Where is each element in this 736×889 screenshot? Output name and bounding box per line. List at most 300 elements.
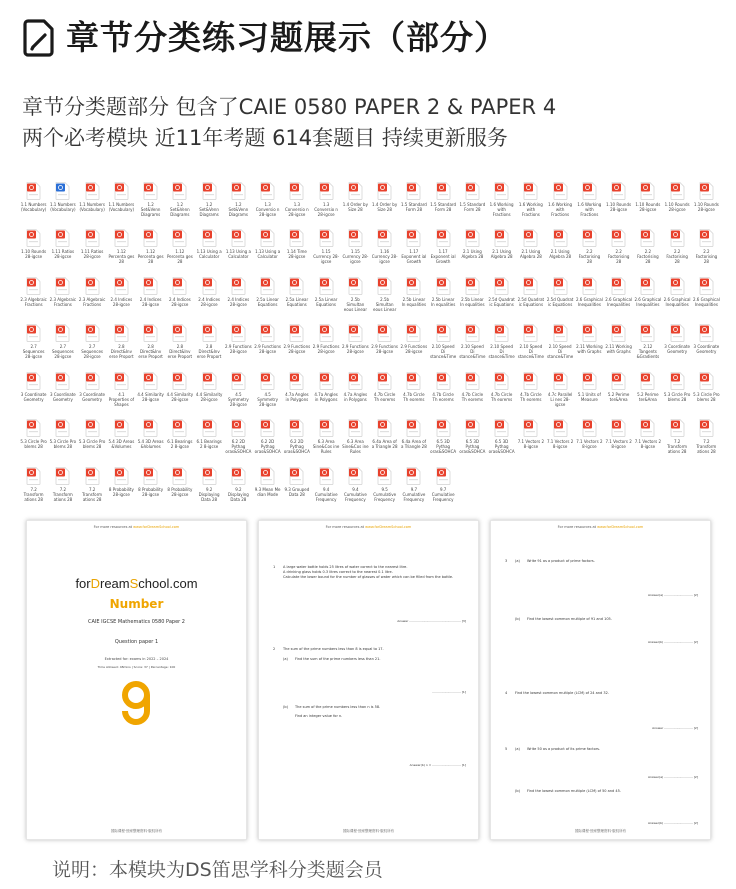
pdf-file-icon [85,324,100,342]
file-item [459,465,486,508]
file-item[interactable] [79,322,106,365]
file-item[interactable] [576,227,603,270]
file-item[interactable] [576,322,603,365]
file-item[interactable] [547,417,574,460]
file-item[interactable] [196,227,223,270]
pdf-file-icon [640,277,655,295]
pdf-file-icon [143,277,158,295]
file-item[interactable] [108,322,135,365]
file-name: 4.7b Circle Th eorems [432,391,454,402]
file-item[interactable] [313,180,340,223]
pdf-file-icon [465,372,480,390]
file-item[interactable] [166,322,193,365]
file-item[interactable] [166,370,193,413]
pdf-file-icon [523,182,538,200]
file-item[interactable] [225,322,252,365]
file-item[interactable] [108,465,135,508]
file-item[interactable] [20,370,47,413]
brand-logotype [27,576,246,591]
file-item[interactable] [605,370,632,413]
file-item[interactable] [254,417,281,460]
file-name: 9.5 Cumulative Frequency [373,486,397,502]
file-name: 1.1 Numbers (Vocabulary) [108,202,135,212]
file-name: 4.7b Circle Th eorems [373,391,396,402]
cover-meta: Extracted for: exams in 2022 – 2024 [104,657,169,661]
file-item[interactable] [517,227,544,270]
file-item[interactable] [342,227,369,270]
file-item[interactable] [400,417,427,460]
pdf-file-icon [172,277,187,295]
file-name: 2.8 Direct&Inv erse Proport [167,344,193,360]
file-item[interactable] [488,180,515,223]
file-name: 1.10 Rounds 28-igcse [693,202,719,212]
file-item[interactable] [605,227,632,270]
file-item[interactable] [371,465,398,508]
file-name: 1.15 Currency 28-igcse [342,249,369,265]
header-site: www.forDreamSchool.com [365,525,412,529]
intro-line-2: 两个必考模块 近11年考题 614套题目 持续更新服务 [22,126,508,150]
file-item[interactable] [488,322,515,365]
header-site: www.forDreamSchool.com [133,525,180,529]
file-name: 7.1 Vectors 2 8-igcse [605,439,632,450]
file-item[interactable] [342,465,369,508]
answer-line: Answer ...................................................... [3] [397,619,466,623]
file-name: 2.2 Factorising 28 [578,249,601,265]
pdf-file-icon [494,324,509,342]
pdf-file-icon [26,229,41,247]
file-item[interactable] [576,370,603,413]
pdf-file-icon [699,324,714,342]
pdf-file-icon [377,324,392,342]
brand-part: D [90,576,100,591]
file-name: 4.7b Circle Th eorems [461,391,484,402]
pdf-file-icon [377,467,392,485]
pdf-file-icon [670,182,685,200]
file-name: 2.10 Speed Di stance&Time [488,344,515,360]
file-item[interactable] [371,417,398,460]
file-item[interactable] [20,180,47,223]
file-item[interactable] [20,227,47,270]
file-item[interactable] [108,227,135,270]
pdf-file-icon [582,419,597,437]
file-item[interactable] [342,322,369,365]
file-item[interactable] [283,275,310,318]
file-item[interactable] [166,417,193,460]
question-line: Find an integer value for n. [295,714,343,718]
file-item[interactable] [225,465,252,508]
file-name: 3 Coordinate Geometry [664,344,690,355]
file-item[interactable] [108,417,135,460]
pdf-file-icon [260,419,275,437]
pdf-file-icon [436,467,451,485]
file-item[interactable] [225,275,252,318]
file-name: 2.3 Algebraic Fractions [49,296,77,307]
file-item[interactable] [605,180,632,223]
file-item[interactable] [634,322,661,365]
file-name: 2.3 Algebraic Fractions [20,296,47,307]
file-item[interactable] [137,370,164,413]
file-item[interactable] [430,180,457,223]
brand-logo-icon [121,681,151,725]
pdf-file-icon [494,372,509,390]
file-item[interactable] [547,370,574,413]
file-name: 5.3 Circle Pro blems 28 [663,391,691,402]
pdf-file-icon [465,229,480,247]
file-item[interactable] [693,180,720,223]
file-item[interactable] [254,370,281,413]
file-item[interactable] [576,417,603,460]
file-item[interactable] [371,370,398,413]
file-name: 2.8 Direct&Inv erse Proport [138,344,163,360]
file-item[interactable] [20,417,47,460]
file-item[interactable] [664,227,691,270]
pdf-file-icon [85,182,100,200]
pdf-file-icon [553,324,568,342]
file-item[interactable] [79,180,106,223]
file-item[interactable] [283,227,310,270]
file-name: 1.11 Ratios 28-igcse [80,249,104,260]
file-item[interactable] [517,180,544,223]
pdf-file-icon [611,229,626,247]
file-item[interactable] [488,227,515,270]
file-name: 2.8 Direct&Inv erse Proport [196,344,222,360]
file-item[interactable] [430,465,457,508]
file-item[interactable] [547,275,574,318]
file-item[interactable] [459,180,486,223]
file-item[interactable] [137,227,164,270]
file-name: 2.2 Factorising 28 [607,249,630,265]
part-label: (a) [283,657,288,661]
pdf-file-icon [85,419,100,437]
file-item[interactable] [313,465,340,508]
file-name: 1.10 Rounds 28-igcse [664,202,690,212]
question-text: Find the lowest common multiple of 91 and 105. [527,617,612,621]
file-item[interactable] [576,180,603,223]
file-item[interactable] [430,322,457,365]
pdf-file-icon [523,372,538,390]
pdf-file-icon [582,277,597,295]
file-item[interactable] [605,322,632,365]
brand-part: chool.com [138,576,198,591]
file-item[interactable] [342,417,369,460]
pdf-file-icon [55,229,70,247]
file-item[interactable] [430,275,457,318]
pdf-file-icon [406,324,421,342]
pdf-file-icon [319,229,334,247]
file-name: 2.7 Sequences 28-igcse [81,344,104,360]
file-item[interactable] [547,180,574,223]
file-name: 2.5d Quadrat ic Equations [517,296,545,307]
pdf-file-icon [143,419,158,437]
file-item[interactable] [430,227,457,270]
file-item[interactable] [664,180,691,223]
question-number: 1 [273,565,276,569]
pdf-file-icon [289,419,304,437]
file-item[interactable] [79,227,106,270]
file-name: 2.4 Indices 28-igcse [169,296,191,307]
file-name: 1.5 Standard Form 28 [430,202,457,212]
file-item[interactable] [49,465,76,508]
file-item[interactable] [137,417,164,460]
pdf-file-icon [640,372,655,390]
file-name: 4.4 Similarity 28-igcse [166,391,194,402]
file-item[interactable] [488,417,515,460]
pdf-file-icon [377,229,392,247]
file-item[interactable] [664,370,691,413]
file-item[interactable] [49,417,76,460]
file-name: 1.2 Set&Venn Diagrams [199,202,219,217]
file-item[interactable] [137,465,164,508]
file-name: 7.2 Transform ations 28 [82,486,103,502]
header-prefix: For more resources at [325,525,365,529]
pdf-file-icon [523,277,538,295]
file-item[interactable] [488,275,515,318]
pdf-file-icon [670,324,685,342]
file-item[interactable] [517,417,544,460]
file-name: 8 Probability 28-igcse [167,486,193,497]
file-item[interactable] [254,227,281,270]
pdf-file-icon [231,372,246,390]
file-item[interactable] [459,370,486,413]
pdf-file-icon [348,324,363,342]
file-item[interactable] [49,275,76,318]
file-item[interactable] [693,370,720,413]
file-item[interactable] [459,275,486,318]
file-item[interactable] [634,417,661,460]
file-item[interactable] [459,417,486,460]
file-item[interactable] [430,370,457,413]
file-item[interactable] [49,227,76,270]
file-item[interactable] [693,322,720,365]
file-item[interactable] [693,227,720,270]
file-item[interactable] [342,180,369,223]
pdf-file-icon [231,467,246,485]
file-item[interactable] [283,417,310,460]
file-item[interactable] [547,227,574,270]
file-item[interactable] [137,275,164,318]
file-name: 1.2 Set&Venn Diagrams [228,202,249,217]
pdf-file-icon [553,277,568,295]
file-item[interactable] [313,227,340,270]
file-name: 4.5 Symmetry 28-igcse [257,391,278,407]
header-prefix: For more resources at [557,525,597,529]
file-item[interactable] [517,370,544,413]
pdf-file-icon [553,419,568,437]
question-text: Find the lowest common multiple (LCM) of 24 and 32. [515,691,609,695]
file-item[interactable] [459,227,486,270]
file-item[interactable] [20,465,47,508]
file-item[interactable] [108,275,135,318]
file-name: 1.13 Using a Calculator [225,249,251,260]
file-item[interactable] [196,322,223,365]
file-item[interactable] [605,275,632,318]
pdf-file-icon [289,467,304,485]
file-name: 2.9 Functions 28-igcse [283,344,311,355]
file-item[interactable] [547,322,574,365]
file-item[interactable] [400,322,427,365]
file-item[interactable] [166,275,193,318]
file-name: 2.6 Graphical Inequalities [692,296,720,307]
file-item[interactable] [400,370,427,413]
pdf-file-icon [289,277,304,295]
file-item[interactable] [634,227,661,270]
file-item[interactable] [400,275,427,318]
file-item[interactable] [371,275,398,318]
file-item[interactable] [400,180,427,223]
file-item[interactable] [166,227,193,270]
file-item[interactable] [576,275,603,318]
file-name: 6.4a Area of a Triangle 28 [400,439,427,450]
file-item[interactable] [634,370,661,413]
pdf-file-icon [319,419,334,437]
pdf-file-icon [260,277,275,295]
file-name: 6.5 3D Pythag oras&SOHCA [459,439,486,455]
file-name: 2.10 Speed Di stance&Time [430,344,457,360]
file-item[interactable] [196,465,223,508]
file-item[interactable] [225,417,252,460]
file-name: 2.4 Indices 28-igcse [227,296,250,307]
file-item[interactable] [79,275,106,318]
file-name: 3 Coordinate Geometry [79,391,105,402]
question-line: Calculate the lower bound for the number of glasses of water which can be filled from the bottle. [283,575,454,579]
pdf-file-icon [114,229,129,247]
answer-line: Answer(a) .............................. [2] [648,593,698,597]
file-item[interactable] [634,275,661,318]
file-item[interactable] [196,370,223,413]
file-name: 2.4 Indices 28-igcse [198,296,220,307]
file-item[interactable] [313,275,340,318]
file-item[interactable] [254,275,281,318]
file-item[interactable] [664,417,691,460]
pdf-file-icon [377,277,392,295]
pdf-file-icon [611,419,626,437]
file-item[interactable] [664,322,691,365]
file-item[interactable] [283,465,310,508]
file-item[interactable] [313,370,340,413]
header [22,18,508,58]
pdf-file-icon [114,182,129,200]
file-name: 2.9 Functions 28-igcse [400,344,428,355]
file-item[interactable] [254,465,281,508]
answer-line: Answer(b) .............................. [2] [647,640,698,644]
pdf-file-icon [406,372,421,390]
pdf-file-icon [85,277,100,295]
file-item[interactable] [693,275,720,318]
file-name: 1.1 Numbers (Vocabulary) [20,202,47,212]
file-item[interactable] [166,180,193,223]
file-item[interactable] [254,322,281,365]
file-item[interactable] [283,322,310,365]
file-name: 2.5b Linear In equalities [460,296,485,307]
file-item[interactable] [459,322,486,365]
file-item[interactable] [225,180,252,223]
file-item[interactable] [49,322,76,365]
pdf-file-icon [553,182,568,200]
file-item[interactable] [108,370,135,413]
file-item [517,465,544,508]
file-name: 2.7 Sequences 28-igcse [51,344,74,360]
file-item[interactable] [283,370,310,413]
file-item[interactable] [488,370,515,413]
pdf-file-icon [436,182,451,200]
file-item[interactable] [342,275,369,318]
file-name: 2.6 Graphical Inequalities [634,296,662,307]
file-name: 2.9 Functions 28-igcse [254,344,281,355]
file-item[interactable] [20,275,47,318]
file-item[interactable] [400,227,427,270]
file-item[interactable] [49,180,76,223]
question-text: The sum of the prime numbers less than 8 is equal to 17. [283,647,384,651]
pdf-file-icon [377,372,392,390]
file-item[interactable] [693,417,720,460]
file-item[interactable] [137,180,164,223]
file-name: 4.1 Properties of Shapes [108,391,135,407]
file-name: 1.10 Rounds 28-igcse [606,202,632,212]
file-item[interactable] [664,275,691,318]
file-item[interactable] [196,275,223,318]
file-item[interactable] [313,322,340,365]
file-item[interactable] [225,227,252,270]
file-item[interactable] [108,180,135,223]
file-item[interactable] [79,465,106,508]
file-name: 5.3 Circle Pro blems 28 [49,439,77,450]
file-item[interactable] [166,465,193,508]
question-line: A drinking glass holds 0.3 litres correct to the nearest 0.1 litre. [283,570,393,574]
file-item[interactable] [313,417,340,460]
file-item[interactable] [342,370,369,413]
pdf-file-icon [611,277,626,295]
question-number: 4 [505,691,508,695]
file-item[interactable] [634,180,661,223]
footnote: 说明：本模块为DS笛思学科分类题会员 [52,859,383,881]
file-item[interactable] [196,180,223,223]
file-item[interactable] [283,180,310,223]
file-item[interactable] [20,322,47,365]
file-item[interactable] [254,180,281,223]
file-item[interactable] [430,417,457,460]
pdf-file-icon [114,324,129,342]
file-item[interactable] [605,417,632,460]
file-item[interactable] [225,370,252,413]
pdf-file-icon [611,372,626,390]
file-item [634,465,661,508]
file-item[interactable] [196,417,223,460]
file-item[interactable] [79,417,106,460]
file-name: 2.2 Factorising 28 [695,249,718,265]
file-name: 1.6 Working with Fractions [548,202,573,217]
file-item[interactable] [137,322,164,365]
file-item[interactable] [49,370,76,413]
file-item[interactable] [371,227,398,270]
file-name: 5.4 3D Areas &Volumes [137,439,164,450]
file-name: 4.7a Angles in Polygons [314,391,338,402]
answer-line: .............................. [1] [432,690,466,694]
file-item[interactable] [371,322,398,365]
pdf-file-icon [26,467,41,485]
file-name: 6.1 Bearings 2 8-igcse [167,439,193,450]
file-item[interactable] [517,322,544,365]
file-item[interactable] [517,275,544,318]
file-item[interactable] [400,465,427,508]
file-item[interactable] [371,180,398,223]
pdf-file-icon [202,419,217,437]
file-name: 1.3 Conversio n 28-igcse [255,202,280,217]
question-number: 5 [505,747,508,751]
file-name: 4.7b Circle Th eorems [403,391,425,402]
pdf-file-icon [172,419,187,437]
file-name: 5.4 3D Areas &Volumes [108,439,135,450]
file-item[interactable] [79,370,106,413]
